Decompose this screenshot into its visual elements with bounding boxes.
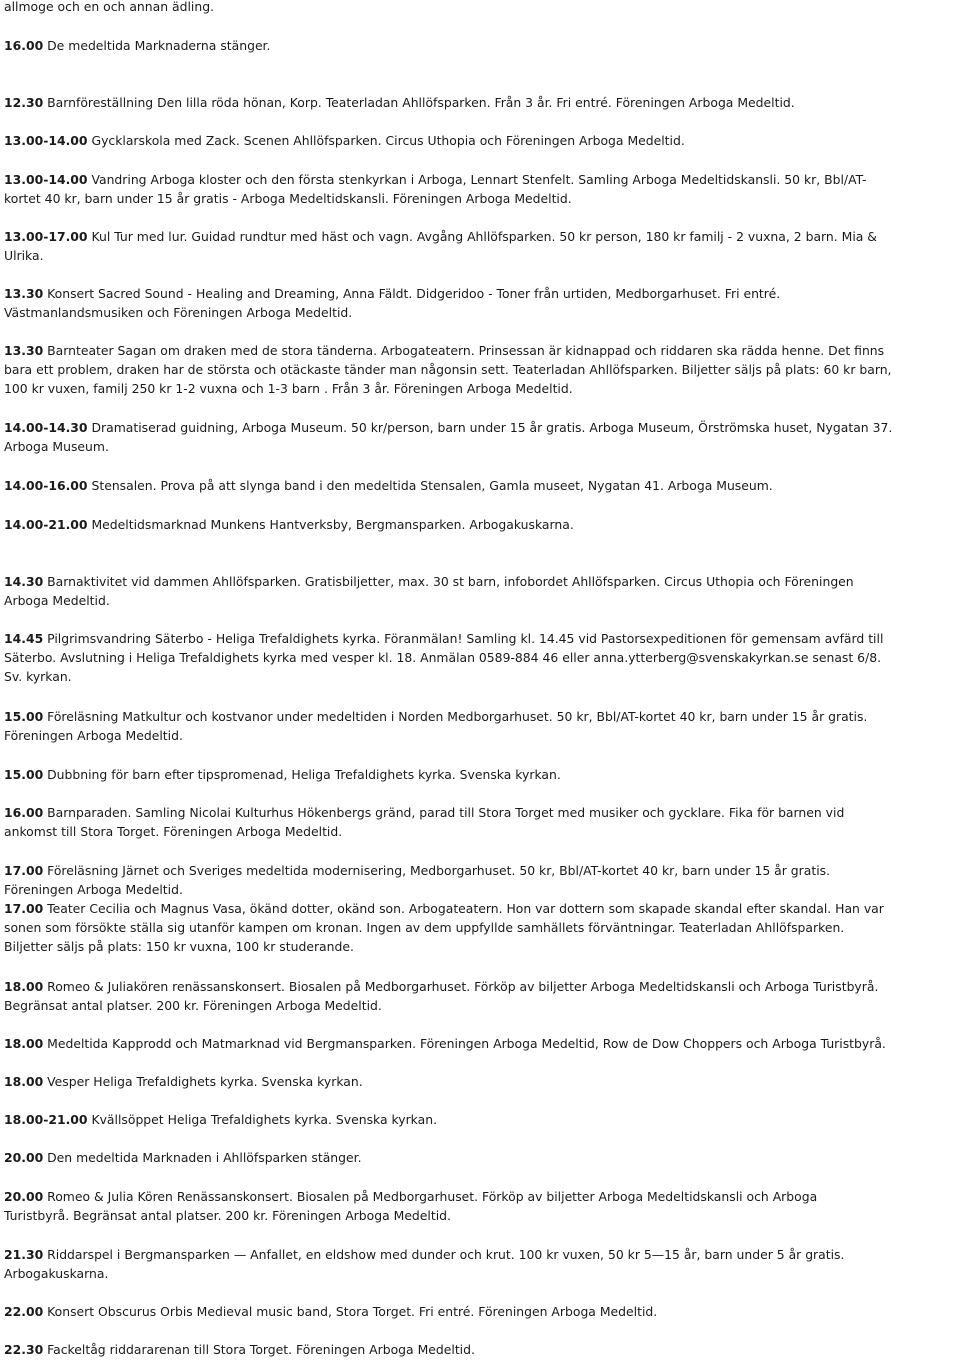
- event-text-line: Arboga Museum.: [4, 439, 109, 454]
- event-entry: [4, 1110, 958, 1129]
- event-entry: [4, 93, 958, 112]
- event-entry: [4, 629, 958, 686]
- event-time: 14.30: [4, 574, 44, 589]
- event-text-line: Ulrika.: [4, 248, 44, 263]
- event-entry: [4, 861, 958, 899]
- event-time: 20.00: [4, 1189, 44, 1204]
- event-time: 22.00: [4, 1304, 44, 1319]
- event-text-line: bara ett problem, draken har de största och otäckaste tänder man någonsin sett. Teaterladan Ahllöfsparken. Biljetter säljs på plats: 60 kr barn,: [4, 362, 892, 377]
- event-text-line: 22.00 Konsert Obscurus Orbis Medieval music band, Stora Torget. Fri entré. Föreningen Arboga Medeltid.: [4, 1304, 658, 1319]
- event-text-line: Västmanlandsmusiken och Föreningen Arboga Medeltid.: [4, 305, 353, 320]
- event-text-line: 22.30 Fackeltåg riddararenan till Stora Torget. Föreningen Arboga Medeltid.: [4, 1342, 475, 1357]
- event-entry: [4, 572, 958, 610]
- event-time: 13.00-17.00: [4, 229, 88, 244]
- event-text-line: 13.30 Konsert Sacred Sound - Healing and Dreaming, Anna Fäldt. Didgeridoo - Toner från urtiden, Medborgarhuset. Fri entré.: [4, 286, 781, 301]
- event-text-line: 21.30 Riddarspel i Bergmansparken — Anfallet, en eldshow med dunder och krut. 100 kr vuxen, 50 kr 5—15 år, barn under 5 år gratis.: [4, 1247, 845, 1262]
- event-entry: [4, 170, 958, 208]
- event-text-line: 18.00 Vesper Heliga Trefaldighets kyrka. Svenska kyrkan.: [4, 1074, 363, 1089]
- event-text-line: 18.00 Medeltida Kapprodd och Matmarknad vid Bergmansparken. Föreningen Arboga Medeltid, Row de Dow Choppers och Arboga Turistbyrå.: [4, 1036, 886, 1051]
- event-text-line: 12.30 Barnföreställning Den lilla röda hönan, Korp. Teaterladan Ahllöfsparken. Från 3 år. Fri entré. Föreningen Arboga Medeltid.: [4, 95, 795, 110]
- event-time: 15.00: [4, 767, 44, 782]
- event-text-line: 13.00-14.00 Vandring Arboga kloster och den första stenkyrkan i Arboga, Lennart Stenfelt. Samling Arboga Medeltidskansli. 50 kr, Bbl/AT-: [4, 172, 867, 187]
- event-time: 18.00-21.00: [4, 1112, 88, 1127]
- event-time: 13.30: [4, 343, 44, 358]
- event-entry: [4, 899, 958, 956]
- event-time: 13.00-14.00: [4, 172, 88, 187]
- event-entry: [4, 341, 958, 398]
- event-text-line: kortet 40 kr, barn under 15 år gratis - Arboga Medeltidskansli. Föreningen Arboga Medeltid.: [4, 191, 572, 206]
- event-text-line: Föreningen Arboga Medeltid.: [4, 728, 183, 743]
- event-text-line: 17.00 Teater Cecilia och Magnus Vasa, ökänd dotter, okänd son. Arbogateatern. Hon var dottern som skapade skandal efter skandal. Han var: [4, 901, 884, 916]
- event-entry: [4, 476, 958, 495]
- event-time: 14.00-16.00: [4, 478, 88, 493]
- event-entry: [4, 131, 958, 150]
- event-text-line: 15.00 Dubbning för barn efter tipspromenad, Heliga Trefaldighets kyrka. Svenska kyrkan.: [4, 767, 561, 782]
- event-time: 22.30: [4, 1342, 44, 1357]
- event-text-line: Föreningen Arboga Medeltid.: [4, 882, 183, 897]
- event-text-line: 13.00-14.00 Gycklarskola med Zack. Scenen Ahllöfsparken. Circus Uthopia och Föreningen Arboga Medeltid.: [4, 133, 685, 148]
- event-text-line: 20.00 Den medeltida Marknaden i Ahllöfsparken stänger.: [4, 1150, 362, 1165]
- event-text-line: 13.00-17.00 Kul Tur med lur. Guidad rundtur med häst och vagn. Avgång Ahllöfsparken. 50 kr person, 180 kr familj - 2 vuxna, 2 barn. Mia &: [4, 229, 877, 244]
- event-text-line: 13.30 Barnteater Sagan om draken med de stora tänderna. Arbogateatern. Prinsessan är kidnappad och riddaren ska rädda henne. Det finns: [4, 343, 885, 358]
- event-time: 16.00: [4, 805, 44, 820]
- event-text-line: 14.00-16.00 Stensalen. Prova på att slynga band i den medeltida Stensalen, Gamla museet, Nygatan 41. Arboga Museum.: [4, 478, 773, 493]
- event-text-line: 14.30 Barnaktivitet vid dammen Ahllöfsparken. Gratisbiljetter, max. 30 st barn, infobordet Ahllöfsparken. Circus Uthopia och Föreningen: [4, 574, 854, 589]
- event-text-line: sonen som försökte ställa sig utanför kampen om kronan. Ingen av dem uppfyllde samhällets förväntningar. Teaterladan Ahllöfsparken.: [4, 920, 845, 935]
- event-time: 17.00: [4, 901, 44, 916]
- event-time: 14.45: [4, 631, 44, 646]
- event-entry: [4, 227, 958, 265]
- event-entry: [4, 418, 958, 456]
- event-entry: [4, 515, 958, 534]
- event-time: 14.00-14.30: [4, 420, 88, 435]
- event-text-line: allmoge och en och annan ädling.: [4, 0, 215, 14]
- event-entry: [4, 0, 958, 16]
- event-text-line: Säterbo. Avslutning i Heliga Trefaldighets kyrka med vesper kl. 18. Anmälan 0589-884 46 eller anna.ytterberg@svenskakyrkan.se senast 6/8.: [4, 650, 882, 665]
- event-entry: [4, 765, 958, 784]
- event-text-line: 16.00 De medeltida Marknaderna stänger.: [4, 38, 271, 53]
- event-text-line: Arbogakuskarna.: [4, 1266, 109, 1281]
- event-time: 16.00: [4, 38, 44, 53]
- event-entry: [4, 1340, 958, 1359]
- event-time: 18.00: [4, 979, 44, 994]
- event-text-line: 14.00-21.00 Medeltidsmarknad Munkens Hantverksby, Bergmansparken. Arbogakuskarna.: [4, 517, 574, 532]
- event-entry: [4, 1187, 958, 1225]
- event-entry: [4, 284, 958, 322]
- event-entry: [4, 707, 958, 745]
- event-text-line: Sv. kyrkan.: [4, 669, 72, 684]
- event-text-line: Biljetter säljs på plats: 150 kr vuxna, 100 kr studerande.: [4, 939, 354, 954]
- event-time: 18.00: [4, 1036, 44, 1051]
- event-entry: [4, 803, 958, 841]
- event-text-line: Turistbyrå. Begränsat antal platser. 200 kr. Föreningen Arboga Medeltid.: [4, 1208, 451, 1223]
- event-text-line: 18.00 Romeo & Juliakören renässanskonsert. Biosalen på Medborgarhuset. Förköp av biljetter Arboga Medeltidskansli och Arboga Turistbyrå.: [4, 979, 879, 994]
- event-text-line: 17.00 Föreläsning Järnet och Sveriges medeltida modernisering, Medborgarhuset. 50 kr, Bbl/AT-kortet 40 kr, barn under 15 år gratis.: [4, 863, 831, 878]
- event-time: 14.00-21.00: [4, 517, 88, 532]
- event-entry: [4, 1245, 958, 1283]
- event-text-line: 16.00 Barnparaden. Samling Nicolai Kulturhus Hökenbergs gränd, parad till Stora Torget med musiker och gycklare. Fika för barnen vid: [4, 805, 845, 820]
- event-text-line: Begränsat antal platser. 200 kr. Föreningen Arboga Medeltid.: [4, 998, 382, 1013]
- event-time: 15.00: [4, 709, 44, 724]
- event-text-line: 18.00-21.00 Kvällsöppet Heliga Trefaldighets kyrka. Svenska kyrkan.: [4, 1112, 438, 1127]
- event-entry: [4, 1148, 958, 1167]
- event-text-line: Arboga Medeltid.: [4, 593, 110, 608]
- event-time: 12.30: [4, 95, 44, 110]
- event-text-line: ankomst till Stora Torget. Föreningen Arboga Medeltid.: [4, 824, 343, 839]
- event-time: 13.30: [4, 286, 44, 301]
- event-text-line: 15.00 Föreläsning Matkultur och kostvanor under medeltiden i Norden Medborgarhuset. 50 kr, Bbl/AT-kortet 40 kr, barn under 15 år gratis.: [4, 709, 868, 724]
- event-text-line: 14.45 Pilgrimsvandring Säterbo - Heliga Trefaldighets kyrka. Föranmälan! Samling kl. 14.45 vid Pastorsexpeditionen för gemensam avfärd till: [4, 631, 884, 646]
- event-text-line: 20.00 Romeo & Julia Kören Renässanskonsert. Biosalen på Medborgarhuset. Förköp av biljetter Arboga Medeltidskansli och Arboga: [4, 1189, 818, 1204]
- event-time: 17.00: [4, 863, 44, 878]
- event-entry: [4, 1072, 958, 1091]
- event-entry: [4, 36, 958, 55]
- event-time: 13.00-14.00: [4, 133, 88, 148]
- event-time: 21.30: [4, 1247, 44, 1262]
- event-entry: [4, 1034, 958, 1053]
- event-time: 18.00: [4, 1074, 44, 1089]
- event-entry: [4, 977, 958, 1015]
- event-text-line: 14.00-14.30 Dramatiserad guidning, Arboga Museum. 50 kr/person, barn under 15 år gratis. Arboga Museum, Örströmska huset, Nygatan 37.: [4, 420, 893, 435]
- event-entry: [4, 1302, 958, 1321]
- event-time: 20.00: [4, 1150, 44, 1165]
- event-text-line: 100 kr vuxen, familj 250 kr 1-2 vuxna och 1-3 barn . Från 3 år. Föreningen Arboga Medeltid.: [4, 381, 573, 396]
